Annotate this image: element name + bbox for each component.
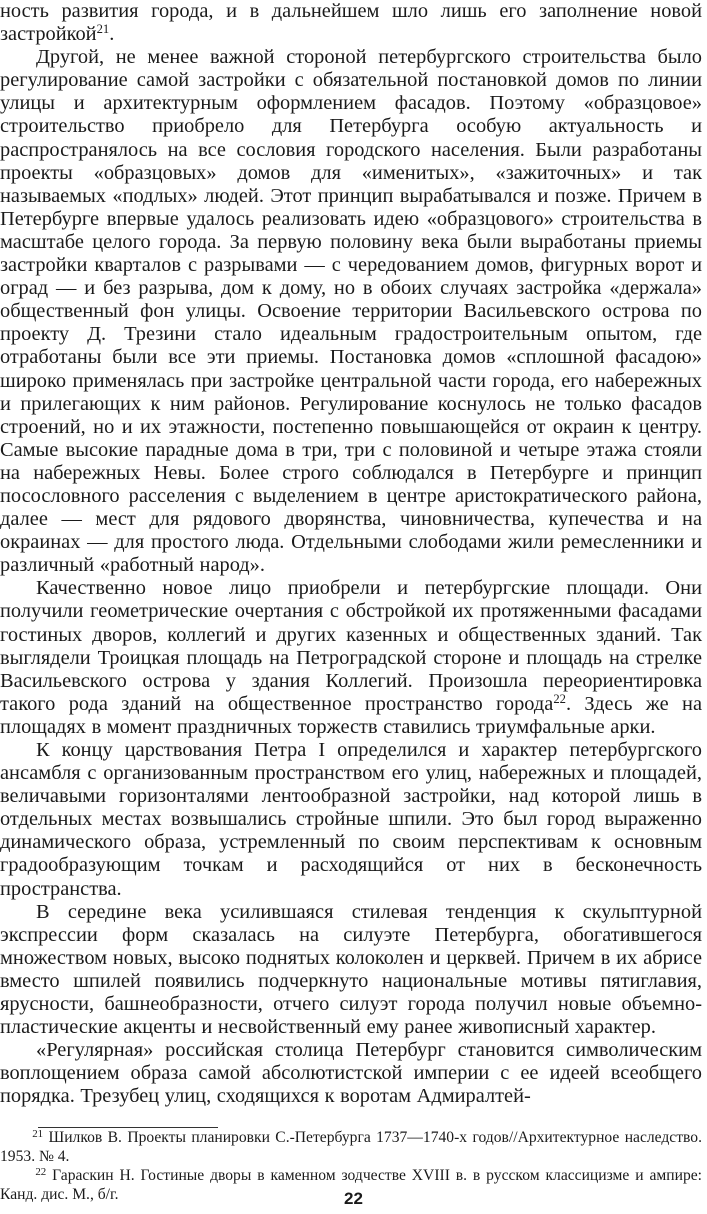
- paragraph-4-text: К концу царствования Петра I определился и характер петербургского ансамбля с организованным пространством его улиц, набережных и площадей, величавыми горизонталями лентообразной застройки, над которой лишь в отдельных местах возвышались стройные шпили. Это был город выраженно динамического образа, устремленный по своим перспективам к основным градообразующим точкам и расходящийся от них в бесконечность пространства.: [0, 739, 702, 900]
- footnote-21-number: 21: [32, 1128, 44, 1141]
- footnote-ref-21: 21: [96, 22, 110, 37]
- paragraph-6-text: «Регулярная» российская столица Петербург становится символическим воплощением образа самой абсолютистской империи с ее идеей всеобщего порядка. Трезубец улиц, сходящихся к воротам Адмиралтей-: [0, 1039, 702, 1108]
- paragraph-1-text: ность развития города, и в дальнейшем шло лишь его заполнение новой застройкой: [0, 0, 702, 46]
- paragraph-4: [0, 739, 702, 901]
- footnote-22-text: Гараскин Н. Гостиные дворы в каменном зодчестве XVIII в. в русском классицизме и ампире: Канд. дис. М., б/г.: [0, 1167, 702, 1203]
- footnote-21: [0, 1128, 702, 1166]
- paragraph-2-text: Другой, не менее важной стороной петербургского строительства было регулирование самой застройки с обязательной постановкой домов по линии улицы и архитектурным оформлением фасадов. Поэтому «образцовое» строительство приобрело для Петербурга особую актуальность и распространялось на все сословия городского населения. Были разработаны проекты «образцовых» домов для «именитых», «зажиточных» и так называемых «подлых» людей. Этот принцип вырабатывался и позже. Причем в Петербурге впервые удалось реализовать идею «образцового» строительства в масштабе целого города. За первую половину века были выработаны приемы застройки кварталов с разрывами — с чередованием домов, фигурных ворот и оград — и без разрыва, дом к дому, но в обоих случаях застройка «держала» общественный фон улицы. Освоение территории Васильевского острова по проекту Д. Трезини стало идеальным градостроительным опытом, где отработаны были все эти приемы. Постановка домов «сплошной фасадою» широко применялась при застройке центральной части города, его набережных и прилегающих к ним районов. Регулирование коснулось не только фасадов строений, но и их этажности, постепенно повышающейся от окраин к центру. Самые высокие парадные дома в три, три с половиной и четыре этажа стояли на набережных Невы. Более строго соблюдался в Петербурге и принцип посословного расселения с выделением в центре аристократического района, далее — мест для рядового дворянства, чиновничества, купечества и на окраинах — для простого люда. Отдельными слободами жили ремесленники и различный «работный народ».: [0, 46, 702, 577]
- paragraph-6: [0, 1039, 702, 1108]
- paragraph-3-text: Качественно новое лицо приобрели и петербургские площади. Они получили геометрические очертания с обстройкой их протяженными фасадами гостиных дворов, коллегий и других казенных и общественных зданий. Так выглядели Троицкая площадь на Петроградской стороне и площадь на стрелке Васильевского острова у здания Коллегий. Произошла переориентировка такого рода зданий на общественное пространство города: [0, 577, 702, 715]
- paragraph-3: [0, 577, 702, 739]
- footnote-ref-22: 22: [553, 691, 566, 706]
- paragraph-1-tail: .: [109, 23, 115, 46]
- paragraph-5-text: В середине века усилившаяся стилевая тенденция к скульптурной экспрессии форм сказалась на силуэте Петербурга, обогатившегося множеством новых, высоко поднятых колоколен и церквей. Причем в их абрисе вместо шпилей появились подчеркнуто национальные мотивы пятиглавия, ярусности, башнеобразности, отчего силуэт города получил новые объемно-пластические акценты и несвойственный ему ранее живописный характер.: [0, 900, 702, 1039]
- paragraph-5: [0, 901, 702, 1040]
- paragraph-1: [0, 0, 702, 46]
- paragraph-3-tail: . Здесь же на площадях в момент праздничных торжеств ставились триумфальные арки.: [0, 692, 702, 738]
- page-number: 22: [344, 1189, 363, 1208]
- footnote-21-text: Шилков В. Проекты планировки С.-Петербурга 1737—1740-х годов//Архитектурное наследство. 1953. № 4.: [0, 1129, 702, 1165]
- footnote-22-number: 22: [35, 1166, 47, 1179]
- paragraph-2: [0, 46, 702, 577]
